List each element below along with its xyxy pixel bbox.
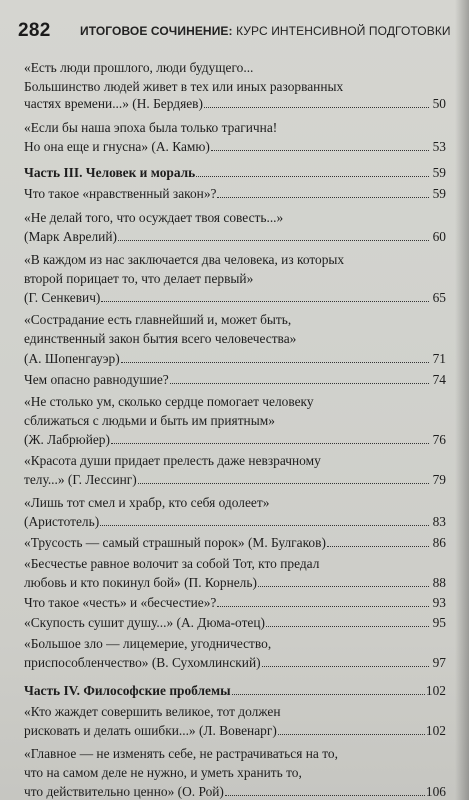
toc-section-heading bbox=[24, 681, 446, 700]
toc-line-text: (Аристотель) bbox=[24, 514, 100, 529]
toc-leader-dots bbox=[138, 471, 429, 484]
toc-line-text: приспособленчество» (В. Сухомлинский) bbox=[24, 655, 261, 670]
toc-page-number: 53 bbox=[432, 139, 446, 154]
toc-page-number: 65 bbox=[432, 290, 446, 305]
toc-line-text: «Если бы наша эпоха была только трагична! bbox=[24, 120, 278, 135]
toc-line bbox=[24, 118, 446, 137]
toc-line bbox=[24, 184, 446, 203]
toc-line bbox=[24, 634, 446, 653]
toc-leader-dots bbox=[101, 289, 429, 302]
toc-leader-dots bbox=[217, 185, 429, 198]
toc-leader-dots bbox=[327, 534, 429, 547]
toc-leader-dots bbox=[211, 138, 429, 151]
toc-leader-dots bbox=[232, 682, 425, 695]
toc-line-text: телу...» (Г. Лессинг) bbox=[24, 472, 137, 487]
toc-line bbox=[24, 493, 446, 512]
toc-page-number: 86 bbox=[432, 535, 446, 550]
toc-line-text: что действительно ценно» (О. Рой) bbox=[24, 784, 224, 799]
toc-line bbox=[24, 593, 446, 612]
toc-line bbox=[24, 470, 446, 489]
toc-page-number: 79 bbox=[432, 472, 446, 487]
toc-line bbox=[24, 227, 446, 246]
toc-leader-dots bbox=[100, 513, 429, 526]
toc-line bbox=[24, 329, 446, 348]
toc-line bbox=[24, 370, 446, 389]
toc-line-text: «Бесчестье равное волочит за собой Тот, кто предал bbox=[24, 556, 320, 571]
toc-leader-dots bbox=[121, 350, 429, 363]
toc-line bbox=[24, 782, 446, 800]
toc-page-number: 88 bbox=[432, 575, 446, 590]
toc-leader-dots bbox=[204, 95, 429, 108]
toc-line bbox=[24, 721, 446, 740]
toc-page-number: 83 bbox=[432, 514, 446, 529]
toc-line-text: любовь и кто покинул бой» (П. Корнель) bbox=[24, 575, 257, 590]
toc-line bbox=[24, 208, 446, 227]
toc-line-text: Часть III. Человек и мораль bbox=[24, 165, 196, 180]
toc-line bbox=[24, 411, 446, 430]
toc-line-text: «Главное — не изменять себе, не растрачиваться на то, bbox=[24, 746, 338, 761]
toc-page-number: 106 bbox=[425, 784, 446, 799]
toc-line bbox=[24, 58, 446, 77]
toc-line-text: Часть IV. Философские проблемы bbox=[24, 683, 231, 698]
toc-leader-dots bbox=[266, 614, 429, 627]
toc-section-heading bbox=[24, 163, 446, 182]
toc-line bbox=[24, 653, 446, 672]
toc-page-number: 76 bbox=[432, 432, 446, 447]
toc-line bbox=[24, 430, 446, 449]
toc-line bbox=[24, 310, 446, 329]
page-number: 282 bbox=[18, 20, 51, 41]
toc-line-text: второй порицает то, что делает первый» bbox=[24, 271, 254, 286]
toc-line-text: единственный закон бытия всего человечества» bbox=[24, 331, 297, 346]
page-header bbox=[18, 20, 458, 46]
toc-line-text: «Есть люди прошлого, люди будущего... bbox=[24, 60, 254, 75]
toc-line bbox=[24, 288, 446, 307]
running-title-rest: КУРС ИНТЕНСИВНОЙ ПОДГОТОВКИ bbox=[232, 24, 451, 38]
toc-page-number: 50 bbox=[432, 96, 446, 111]
toc-leader-dots bbox=[258, 574, 429, 587]
toc-line bbox=[24, 94, 446, 113]
toc-line bbox=[24, 763, 446, 782]
toc-line-text: частях времени...» (Н. Бердяев) bbox=[24, 96, 203, 111]
toc-line bbox=[24, 269, 446, 288]
toc-page-number: 93 bbox=[432, 595, 446, 610]
toc-line bbox=[24, 744, 446, 763]
toc-line-text: сближаться с людьми и быть им приятным» bbox=[24, 413, 275, 428]
toc-line bbox=[24, 392, 446, 411]
toc-line-text: «Не делай того, что осуждает твоя совесть...» bbox=[24, 210, 284, 225]
toc-line-text: «Лишь тот смел и храбр, кто себя одолеет» bbox=[24, 495, 270, 510]
toc-line bbox=[24, 451, 446, 470]
toc-line-text: «Кто жаждет совершить великое, тот должен bbox=[24, 704, 281, 719]
toc-leader-dots bbox=[278, 722, 425, 735]
toc-line bbox=[24, 573, 446, 592]
toc-line-text: Что такое «честь» и «бесчестие»? bbox=[24, 595, 217, 610]
toc-page-number: 71 bbox=[432, 351, 446, 366]
toc-line-text: «Не столько ум, сколько сердце помогает человеку bbox=[24, 394, 314, 409]
toc-leader-dots bbox=[217, 594, 429, 607]
toc-page-number: 95 bbox=[432, 615, 446, 630]
toc-line-text: рисковать и делать ошибки...» (Л. Вовенарг) bbox=[24, 723, 277, 738]
toc-line-text: «Трусость — самый страшный порок» (М. Булгаков) bbox=[24, 535, 326, 550]
running-title-bold: ИТОГОВОЕ СОЧИНЕНИЕ: bbox=[80, 24, 233, 38]
toc-leader-dots bbox=[118, 228, 429, 241]
toc-line bbox=[24, 137, 446, 156]
toc-line bbox=[24, 533, 446, 552]
toc-line-text: (А. Шопенгауэр) bbox=[24, 351, 120, 366]
toc-page-number: 59 bbox=[432, 165, 446, 180]
toc-page-number: 74 bbox=[432, 372, 446, 387]
toc-leader-dots bbox=[111, 431, 429, 444]
toc-leader-dots bbox=[262, 654, 429, 667]
toc-line-text: Чем опасно равнодушие? bbox=[24, 372, 169, 387]
toc-leader-dots bbox=[196, 164, 429, 177]
toc-line-text: (Г. Сенкевич) bbox=[24, 290, 101, 305]
toc-line-text: «Красота души придает прелесть даже невзрачному bbox=[24, 453, 321, 468]
toc-leader-dots bbox=[225, 783, 425, 796]
toc-line bbox=[24, 554, 446, 573]
toc-line-text: Что такое «нравственный закон»? bbox=[24, 186, 217, 201]
toc-line-text: (Марк Аврелий) bbox=[24, 229, 117, 244]
toc-page-number: 60 bbox=[432, 229, 446, 244]
toc-line bbox=[24, 512, 446, 531]
toc-line-text: «Скупость сушит душу...» (А. Дюма-отец) bbox=[24, 615, 265, 630]
toc-line bbox=[24, 250, 446, 269]
toc-page-number: 59 bbox=[432, 186, 446, 201]
page-edge-shadow bbox=[455, 0, 469, 800]
toc-line-text: «Большое зло — лицемерие, угодничество, bbox=[24, 636, 272, 651]
toc-line-text: «Сострадание есть главнейший и, может быть, bbox=[24, 312, 292, 327]
toc-line-text: что на самом деле не нужно, и уметь хранить то, bbox=[24, 765, 302, 780]
toc-line bbox=[24, 349, 446, 368]
toc-line-text: Большинство людей живет в тех или иных разорванных bbox=[24, 79, 344, 94]
toc-page-number: 102 bbox=[425, 723, 446, 738]
toc-line bbox=[24, 613, 446, 632]
toc-line bbox=[24, 702, 446, 721]
running-title bbox=[80, 24, 451, 38]
toc-page-number: 97 bbox=[432, 655, 446, 670]
toc-line-text: (Ж. Лабрюйер) bbox=[24, 432, 110, 447]
toc-line-text: Но она еще и гнусна» (А. Камю) bbox=[24, 139, 210, 154]
toc-page-number: 102 bbox=[425, 683, 446, 698]
toc-line-text: «В каждом из нас заключается два человека, из которых bbox=[24, 252, 345, 267]
toc-leader-dots bbox=[170, 371, 429, 384]
